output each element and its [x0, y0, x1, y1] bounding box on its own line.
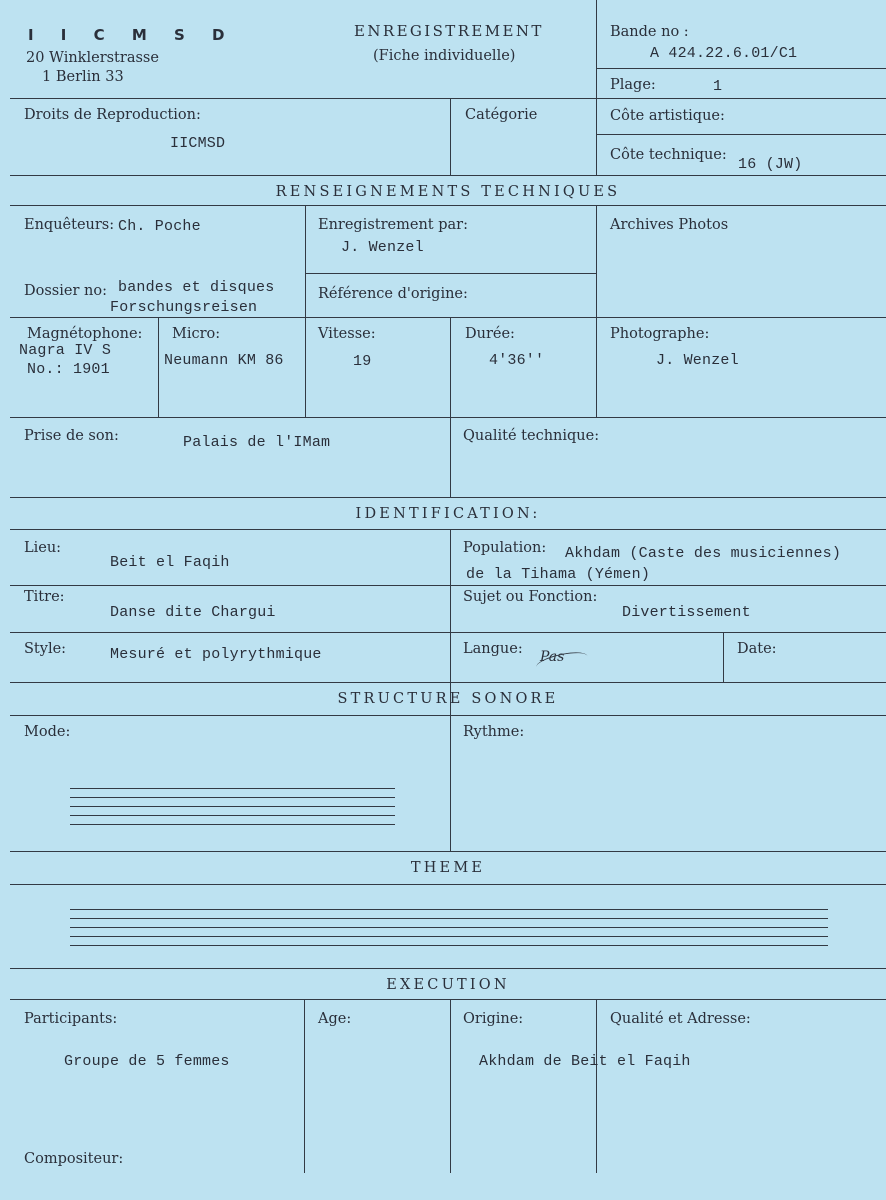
cote-technique-value: 16 (JW): [738, 156, 803, 173]
population-value-line1: Akhdam (Caste des musiciennes): [565, 545, 842, 562]
age-label: Age:: [318, 1011, 352, 1027]
photographe-label: Photographe:: [610, 326, 710, 342]
form-subtitle: (Fiche individuelle): [373, 48, 516, 64]
section-heading-theme: THEME: [410, 860, 486, 876]
lieu-value: Beit el Faqih: [110, 554, 230, 571]
cote-artistique-label: Côte artistique:: [610, 108, 725, 124]
section-heading-execution: EXECUTION: [386, 977, 510, 993]
plage-value: 1: [713, 78, 723, 95]
theme-staff-line: [70, 945, 828, 946]
population-label: Population:: [463, 540, 547, 556]
mode-staff-line: [70, 824, 395, 825]
form-title: ENREGISTREMENT: [354, 22, 544, 40]
magnetophone-label: Magnétophone:: [27, 326, 143, 342]
enregistrement-par-label: Enregistrement par:: [318, 217, 468, 233]
theme-staff-line: [70, 927, 828, 928]
enqueteurs-label: Enquêteurs:: [24, 217, 115, 233]
cote-technique-label: Côte technique:: [610, 147, 727, 163]
date-label: Date:: [737, 641, 777, 657]
theme-staff-line: [70, 918, 828, 919]
enqueteurs-value: Ch. Poche: [118, 218, 201, 235]
population-value-line2: de la Tihama (Yémen): [466, 566, 651, 583]
bande-label: Bande no :: [610, 24, 689, 40]
section-heading-structure: STRUCTURE SONORE: [337, 691, 559, 707]
magnetophone-value: Nagra IV S: [19, 342, 112, 359]
qualite-adresse-label: Qualité et Adresse:: [610, 1011, 751, 1027]
dossier-value-line2: Forschungsreisen: [110, 299, 258, 316]
categorie-label: Catégorie: [465, 107, 538, 123]
titre-value: Danse dite Chargui: [110, 604, 276, 621]
theme-staff-line: [70, 909, 828, 910]
titre-label: Titre:: [24, 589, 65, 605]
dossier-value-line1: bandes et disques: [118, 279, 275, 296]
section-heading-technical: RENSEIGNEMENTS TECHNIQUES: [275, 184, 621, 200]
reference-origine-label: Référence d'origine:: [318, 286, 468, 302]
institute-logo: I I C M S D: [28, 26, 236, 44]
sujet-fonction-label: Sujet ou Fonction:: [463, 589, 598, 605]
theme-staff-line: [70, 936, 828, 937]
compositeur-label: Compositeur:: [24, 1151, 124, 1167]
section-heading-identification: IDENTIFICATION:: [355, 506, 541, 522]
photographe-value: J. Wenzel: [656, 352, 739, 369]
participants-value: Groupe de 5 femmes: [64, 1053, 230, 1070]
address-city: 1 Berlin 33: [42, 69, 124, 85]
micro-label: Micro:: [172, 326, 221, 342]
droits-value: IICMSD: [170, 135, 226, 152]
droits-label: Droits de Reproduction:: [24, 107, 201, 123]
dossier-label: Dossier no:: [24, 283, 107, 299]
prise-de-son-value: Palais de l'IMam: [183, 434, 331, 451]
archives-photos-label: Archives Photos: [610, 217, 729, 233]
lieu-label: Lieu:: [24, 540, 62, 556]
origine-label: Origine:: [463, 1011, 524, 1027]
plage-label: Plage:: [610, 77, 656, 93]
address-street: 20 Winklerstrasse: [26, 50, 159, 66]
bande-value: A 424.22.6.01/C1: [650, 45, 798, 62]
langue-label: Langue:: [463, 641, 523, 657]
duree-value: 4'36'': [489, 352, 545, 369]
mode-staff-line: [70, 788, 395, 789]
mode-staff-line: [70, 806, 395, 807]
rythme-label: Rythme:: [463, 724, 525, 740]
origine-value: Akhdam de Beit el Faqih: [479, 1053, 691, 1070]
vitesse-value: 19: [353, 353, 372, 370]
style-label: Style:: [24, 641, 67, 657]
enregistrement-par-value: J. Wenzel: [341, 239, 424, 256]
magnetophone-number: No.: 1901: [27, 361, 110, 378]
micro-value: Neumann KM 86: [164, 352, 284, 369]
participants-label: Participants:: [24, 1011, 118, 1027]
vitesse-label: Vitesse:: [318, 326, 376, 342]
sujet-fonction-value: Divertissement: [622, 604, 751, 621]
style-value: Mesuré et polyrythmique: [110, 646, 322, 663]
mode-staff-line: [70, 815, 395, 816]
duree-label: Durée:: [465, 326, 515, 342]
mode-label: Mode:: [24, 724, 71, 740]
langue-value: Pas: [540, 649, 565, 665]
qualite-technique-label: Qualité technique:: [463, 428, 600, 444]
mode-staff-line: [70, 797, 395, 798]
prise-de-son-label: Prise de son:: [24, 428, 119, 444]
